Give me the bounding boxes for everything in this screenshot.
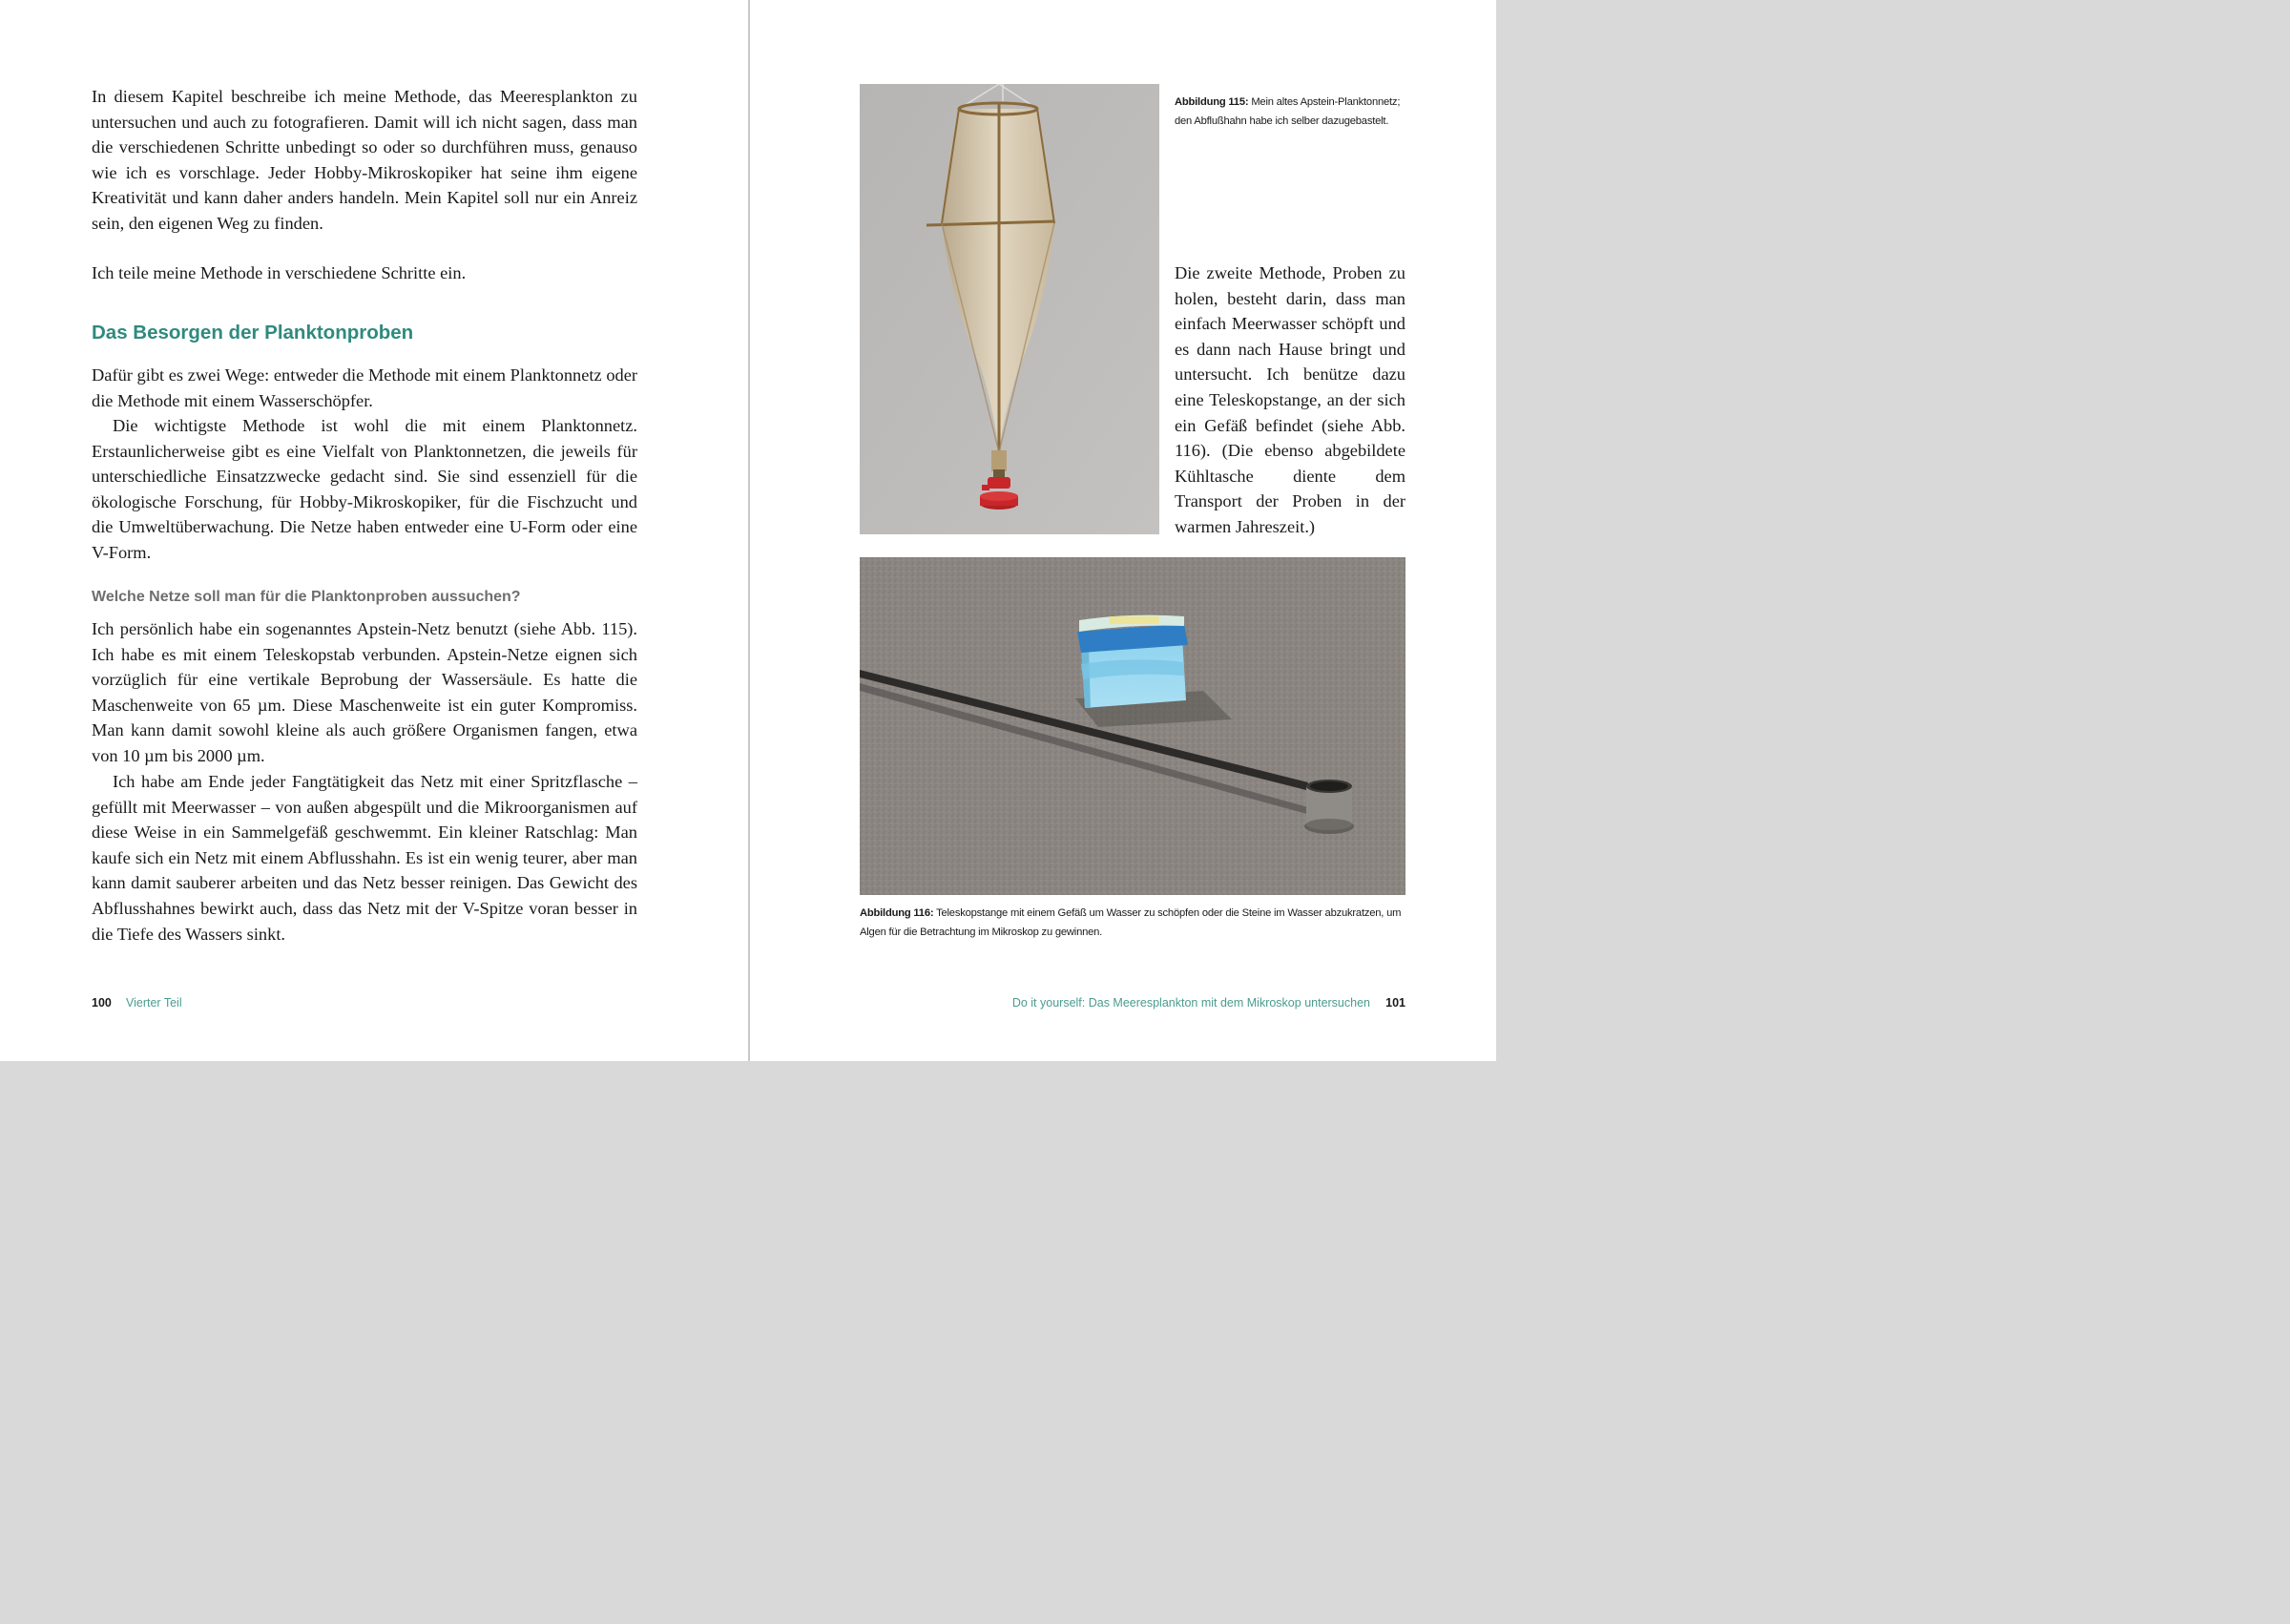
figure-116-caption bbox=[860, 905, 1413, 942]
telescope-pole-photo bbox=[860, 557, 1405, 895]
page-number-left: 100 bbox=[92, 996, 112, 1010]
subsection-heading: Welche Netze soll man für die Planktonproben aussuchen? bbox=[92, 589, 521, 605]
running-head-right: Do it yourself: Das Meeresplankton mit dem Mikroskop untersuchen bbox=[1011, 996, 1370, 1010]
figure-116-text: Teleskopstange mit einem Gefäß um Wasser zu schöpfen oder die Steine im Wasser abzukratzen, um Algen für die Betrachtung im Mikroskop zu gewinnen. bbox=[860, 907, 1402, 938]
paragraph-rinsing: Ich habe am Ende jeder Fangtätigkeit das Netz mit einer Spritzflasche – gefüllt mit Meerwasser – von außen abgespült und die Mikroorganismen auf diese Weise in ein Sammelgefäß geschwemmt. Ein kleiner Ratschlag: Man kaufe sich ein Netz mit einem Abflusshahn. Es ist ein wenig teurer, aber man kann damit sauberer arbeiten und das Netz besser reinigen. Das Gewicht des Abflusshahnes bewirkt auch, dass das Netz mit der V-Spitze voran besser in die Tiefe des Wassers sinkt. bbox=[92, 772, 637, 944]
steps-paragraph: Ich teile meine Methode in verschiedene Schritte ein. bbox=[92, 263, 467, 282]
paragraph-two-ways: Dafür gibt es zwei Wege: entweder die Methode mit einem Planktonnetz oder die Methode mit einem Wasserschöpfer. bbox=[92, 365, 637, 410]
page-number-right: 101 bbox=[1385, 996, 1405, 1010]
right-page bbox=[750, 0, 1496, 1061]
paragraph-plankton-net: Die wichtigste Methode ist wohl die mit einem Planktonnetz. Erstaunlicherweise gibt es eine Vielfalt von Planktonnetzen, die jeweils für unterschiedliche Einsatzzwecke gedacht sind. Sie sind essenziell für die ökologische Forschung, für Hobby-Mikroskopiker, für die Fischzucht und die Umweltüberwachung. Die Netze haben entweder eine U-Form oder eine V-Form. bbox=[92, 416, 637, 562]
figure-115-text: Mein altes Apstein-Planktonnetz; den Abflußhahn habe ich selber dazugebastelt. bbox=[1175, 96, 1401, 127]
intro-paragraph: In diesem Kapitel beschreibe ich meine Methode, das Meeresplankton zu untersuchen und auch zu fotografieren. Damit will ich nicht sagen, dass man die verschiedenen Schritte unbedingt so oder so durchführen muss, genauso wie ich es vorschlage. Jeder Hobby-Mikroskopiker hat seine ihm eigene Kreativität und kann daher anders handeln. Mein Kapitel soll nur ein Anreiz sein, den eigenen Weg zu finden. bbox=[92, 87, 637, 233]
figure-115-label: Abbildung 115: bbox=[1175, 96, 1249, 108]
figure-115-caption bbox=[1175, 94, 1413, 131]
left-page bbox=[0, 0, 748, 1061]
side-paragraph: Die zweite Methode, Proben zu holen, besteht darin, dass man einfach Meerwasser schöpft und es dann nach Hause bringt und untersucht. Ich benütze dazu eine Teleskopstange, an der sich ein Gefäß befindet (siehe Abb. 116). (Die ebenso abgebildete Kühltasche diente dem Transport der Proben in der warmen Jahreszeit.) bbox=[1175, 263, 1405, 536]
paragraph-apstein-net: Ich persönlich habe ein sogenanntes Apstein-Netz benutzt (siehe Abb. 115). Ich habe es mit einem Teleskopstab verbunden. Apstein-Netze eignen sich vorzüglich für eine vertikale Beprobung der Wassersäule. Es hatte die Maschenweite von 65 µm. Diese Maschenweite ist ein guter Kompromiss. Man kann damit sowohl kleine als auch größere Organismen fangen, etwa von 10 µm bis 2000 µm. bbox=[92, 619, 637, 765]
section-heading: Das Besorgen der Planktonproben bbox=[92, 322, 414, 344]
running-head-left: Vierter Teil bbox=[126, 996, 182, 1010]
figure-116-label: Abbildung 116: bbox=[860, 907, 934, 919]
plankton-net-photo bbox=[860, 84, 1159, 534]
